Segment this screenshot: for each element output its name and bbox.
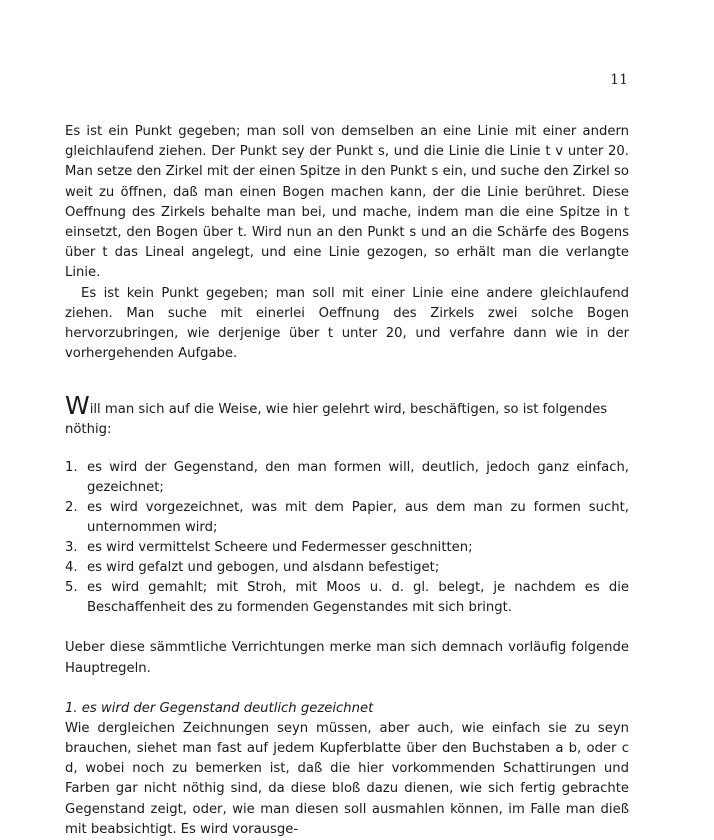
dropcap-letter: W — [65, 391, 90, 421]
paragraph-parallel-with-point: Es ist ein Punkt gegeben; man soll von demselben an eine Linie mit einer andern gleichlaufend ziehen. Der Punkt sey der Punkt s, und die Linie die Linie t v unter 20. Man setze den Zirkel mit der einen Spitze in den Punkt s ein, und suche den Zirkel so weit zu öffnen, daß man einen Bogen machen kann, der die Linie berühret. Diese Oeffnung des Zirkels behalte man bei, und mache, indem man die eine Spitze in t einsetzt, den Bogen über t. Wird nun an den Punkt s und an die Schärfe des Bogens über t das Lineal angelegt, und eine Linie gezogen, so erhält man die verlangte Linie. — [65, 124, 629, 281]
list-item-number: 2. — [65, 500, 78, 516]
list-item-text: es wird der Gegenstand, den man formen will, deutlich, jedoch ganz einfach, gezeichnet; — [87, 460, 629, 496]
list-item — [65, 458, 629, 498]
list-item-text: es wird gemahlt; mit Stroh, mit Moos u. d. gl. belegt, je nachdem es die Beschaffenheit des zu formenden Gegenstandes mit sich bringt. — [87, 580, 629, 616]
list-item-text: es wird vorgezeichnet, was mit dem Papier, aus dem man zu formen sucht, unternommen wird; — [87, 500, 629, 536]
page-body — [65, 122, 629, 840]
summary-paragraph: Ueber diese sämmtliche Verrichtungen merke man sich demnach vorläufig folgende Hauptregeln. — [65, 640, 629, 676]
page-number: 11 — [610, 72, 628, 88]
list-item-number: 3. — [65, 540, 78, 556]
list-item-text: es wird vermittelst Scheere und Federmesser geschnitten; — [87, 540, 473, 556]
list-item-number: 1. — [65, 460, 78, 476]
list-item-text: es wird gefalzt und gebogen, und alsdann befestiget; — [87, 560, 440, 576]
list-item — [65, 578, 629, 618]
steps-list — [65, 458, 629, 618]
intro-paragraph — [65, 391, 629, 440]
list-item — [65, 538, 629, 558]
drawing-paragraph: Wie dergleichen Zeichnungen seyn müssen, aber auch, wie einfach sie zu seyn brauchen, siehet man fast auf jedem Kupferblatte über den Buchstaben a b, oder c d, wobei noch zu bemerken ist, daß die hier vorkommenden Schattirungen und Farben gar nicht nöthig sind, da diese bloß dazu dienen, wie sich fertig gebrachte Gegenstand zeigt, oder, wie man diesen soll ausmahlen können, im Falle man dieß mit beabsichtigt. Es wird vorausge- — [65, 720, 629, 837]
list-item — [65, 558, 629, 578]
list-item-number: 5. — [65, 580, 78, 596]
list-item — [65, 498, 629, 538]
intro-text: ill man sich auf die Weise, wie hier gelehrt wird, beschäftigen, so ist folgendes nöthig: — [65, 402, 608, 438]
list-item-number: 4. — [65, 560, 78, 576]
paragraph-parallel-without-point: Es ist kein Punkt gegeben; man soll mit einer Linie eine andere gleichlaufend ziehen. Man suche mit einerlei Oeffnung des Zirkels zwei solche Bogen hervorzubringen, wie derjenige über t unter 20, und verfahre dann wie in der vorhergehenden Aufgabe. — [65, 285, 629, 362]
subheading: 1. es wird der Gegenstand deutlich gezeichnet — [65, 700, 374, 716]
